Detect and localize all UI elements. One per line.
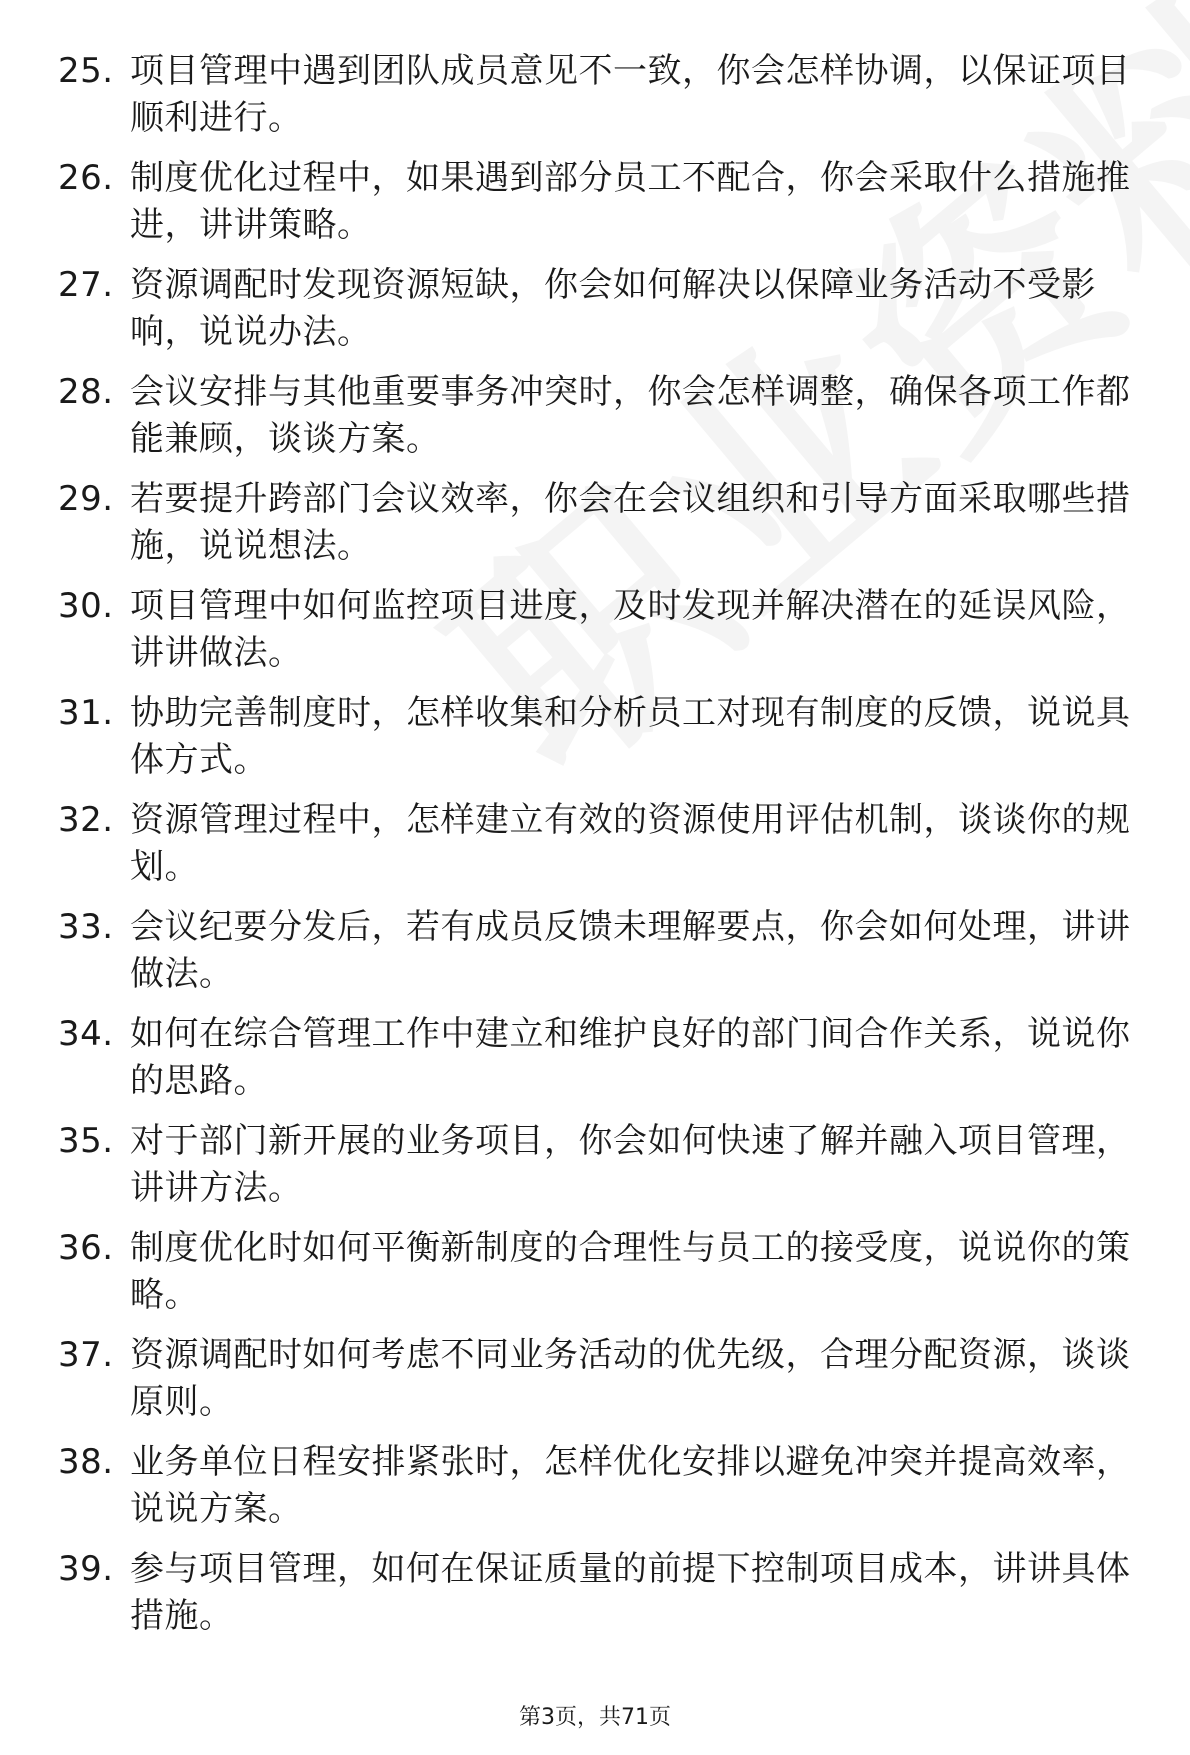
question-number: 29. bbox=[58, 479, 114, 519]
question-number: 38. bbox=[58, 1442, 114, 1482]
question-number: 34. bbox=[58, 1014, 114, 1054]
question-item bbox=[58, 476, 1148, 570]
question-item bbox=[58, 583, 1148, 677]
question-number: 26. bbox=[58, 158, 114, 198]
question-number: 39. bbox=[58, 1549, 114, 1589]
question-item bbox=[58, 797, 1148, 891]
question-item bbox=[58, 262, 1148, 356]
question-number: 32. bbox=[58, 800, 114, 840]
question-item bbox=[58, 1011, 1148, 1105]
question-item bbox=[58, 1225, 1148, 1319]
question-number: 37. bbox=[58, 1335, 114, 1375]
question-item bbox=[58, 1118, 1148, 1212]
question-number: 30. bbox=[58, 586, 114, 626]
question-text: 资源管理过程中，怎样建立有效的资源使用评估机制，谈谈你的规划。 bbox=[130, 800, 1131, 887]
question-text: 参与项目管理，如何在保证质量的前提下控制项目成本，讲讲具体措施。 bbox=[130, 1549, 1131, 1636]
question-item bbox=[58, 48, 1148, 142]
question-item bbox=[58, 155, 1148, 249]
question-text: 若要提升跨部门会议效率，你会在会议组织和引导方面采取哪些措施，说说想法。 bbox=[130, 479, 1131, 566]
question-item bbox=[58, 1439, 1148, 1533]
question-text: 会议纪要分发后，若有成员反馈未理解要点，你会如何处理，讲讲做法。 bbox=[130, 907, 1131, 994]
question-text: 如何在综合管理工作中建立和维护良好的部门间合作关系，说说你的思路。 bbox=[130, 1014, 1131, 1101]
question-text: 资源调配时如何考虑不同业务活动的优先级，合理分配资源，谈谈原则。 bbox=[130, 1335, 1131, 1422]
question-item bbox=[58, 1332, 1148, 1426]
question-item bbox=[58, 1546, 1148, 1640]
page-footer: 第3页，共71页 bbox=[519, 1705, 671, 1730]
question-number: 35. bbox=[58, 1121, 114, 1161]
question-item bbox=[58, 690, 1148, 784]
question-text: 业务单位日程安排紧张时，怎样优化安排以避免冲突并提高效率，说说方案。 bbox=[130, 1442, 1131, 1529]
question-list bbox=[58, 48, 1148, 1653]
question-item bbox=[58, 369, 1148, 463]
question-text: 制度优化时如何平衡新制度的合理性与员工的接受度，说说你的策略。 bbox=[130, 1228, 1131, 1315]
question-text: 项目管理中遇到团队成员意见不一致，你会怎样协调，以保证项目顺利进行。 bbox=[130, 51, 1131, 138]
question-number: 31. bbox=[58, 693, 114, 733]
question-text: 资源调配时发现资源短缺，你会如何解决以保障业务活动不受影响，说说办法。 bbox=[130, 265, 1096, 352]
question-number: 28. bbox=[58, 372, 114, 412]
question-number: 36. bbox=[58, 1228, 114, 1268]
question-text: 制度优化过程中，如果遇到部分员工不配合，你会采取什么措施推进，讲讲策略。 bbox=[130, 158, 1131, 245]
question-text: 对于部门新开展的业务项目，你会如何快速了解并融入项目管理，讲讲方法。 bbox=[130, 1121, 1131, 1208]
question-text: 协助完善制度时，怎样收集和分析员工对现有制度的反馈，说说具体方式。 bbox=[130, 693, 1131, 780]
question-number: 25. bbox=[58, 51, 114, 91]
question-text: 会议安排与其他重要事务冲突时，你会怎样调整，确保各项工作都能兼顾，谈谈方案。 bbox=[130, 372, 1131, 459]
question-text: 项目管理中如何监控项目进度，及时发现并解决潜在的延误风险，讲讲做法。 bbox=[130, 586, 1131, 673]
question-number: 33. bbox=[58, 907, 114, 947]
question-number: 27. bbox=[58, 265, 114, 305]
question-item bbox=[58, 904, 1148, 998]
